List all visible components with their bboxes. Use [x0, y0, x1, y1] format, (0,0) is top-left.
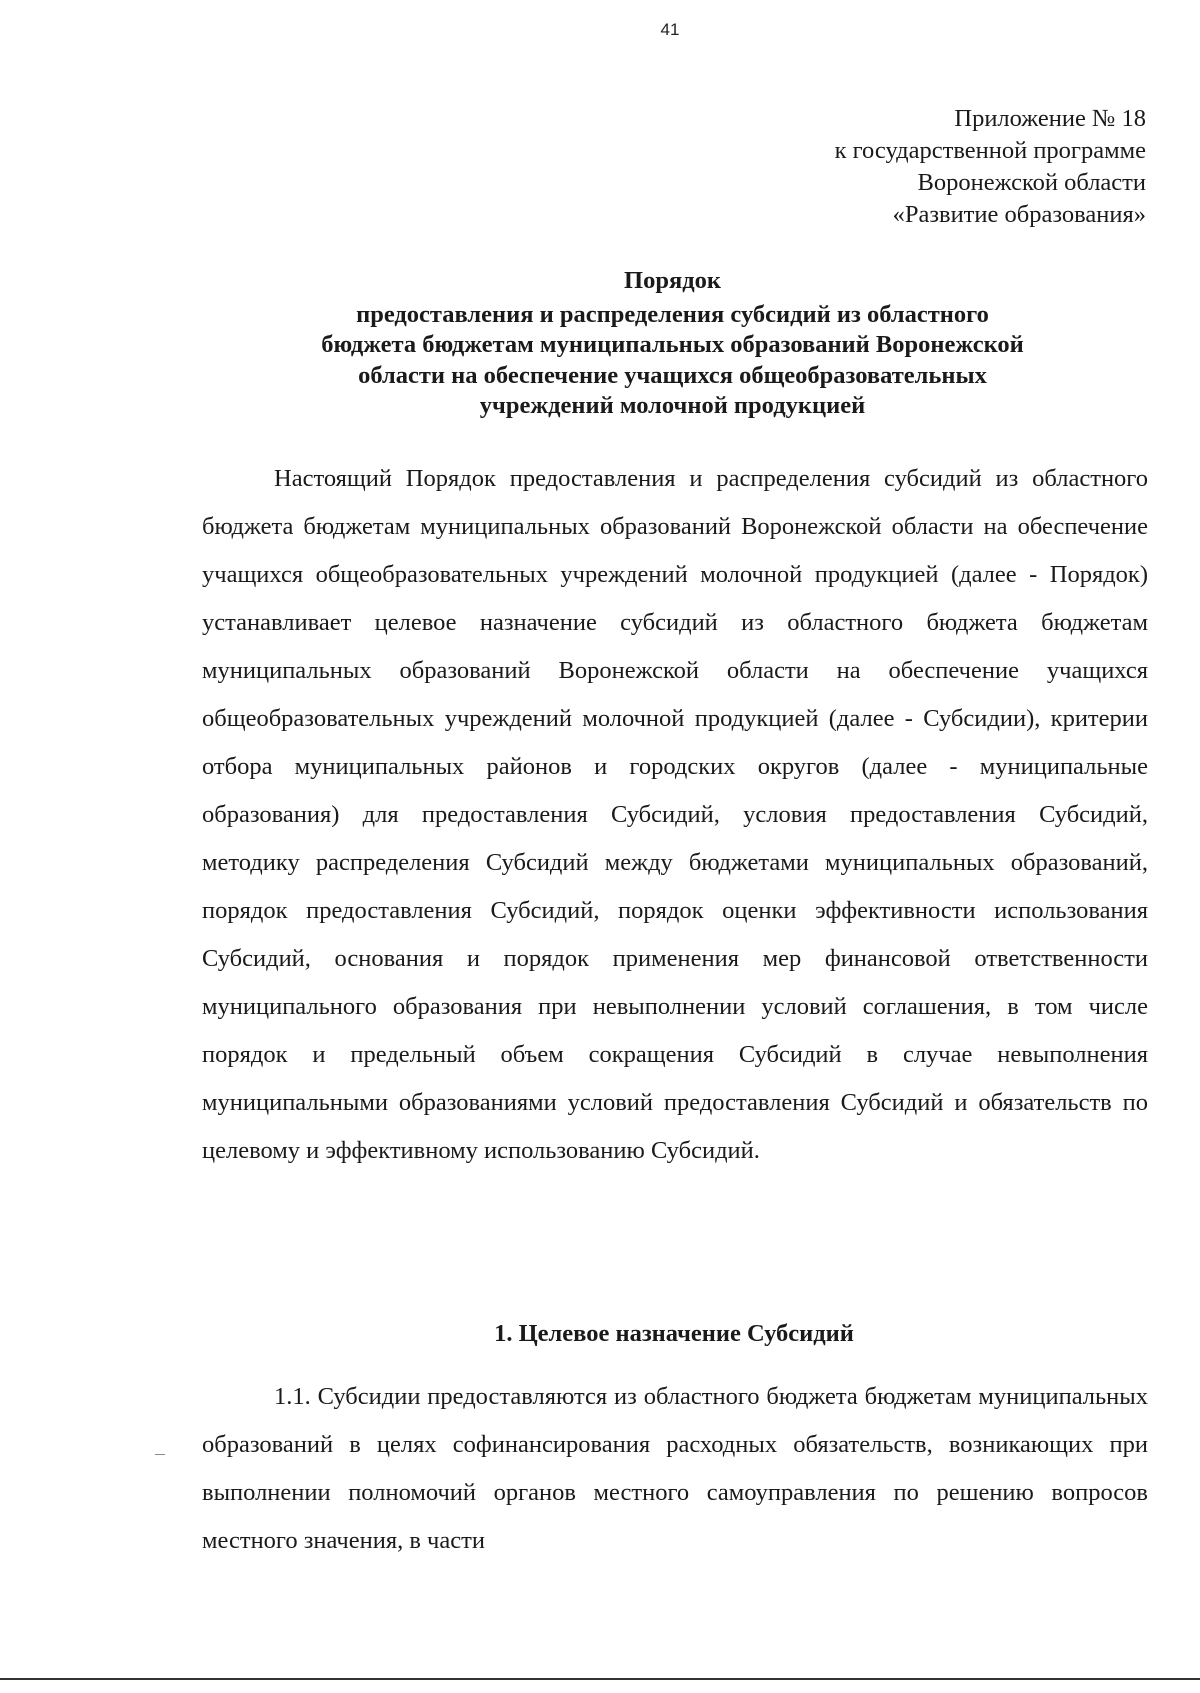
document-title-main: Порядок: [624, 267, 721, 294]
document-title-line: предоставления и распределения субсидий из областного: [356, 300, 989, 328]
page-number: 41: [660, 20, 680, 39]
margin-mark: [155, 1454, 165, 1455]
intro-paragraph: Настоящий Порядок предоставления и распределения субсидий из областного бюджета бюджетам муниципальных образований Воронежской области на обеспечение учащихся общеобразовательных учреждений молочной продукцией (далее - Порядок) устанавливает целевое назначение субсидий из областного бюджета бюджетам муниципальных образований Воронежской области на обеспечение учащихся общеобразовательных учреждений молочной продукцией (далее - Субсидии), критерии отбора муниципальных районов и городских округов (далее - муниципальные образования) для предоставления Субсидий, условия предоставления Субсидий, методику распределения Субсидий между бюджетами муниципальных образований, порядок предоставления Субсидий, порядок оценки эффективности использования Субсидий, основания и порядок применения мер финансовой ответственности муниципального образования при невыполнении условий соглашения, в том числе порядок и предельный объем сокращения Субсидий в случае невыполнения муниципальными образованиями условий предоставления Субсидий и обязательств по целевому и эффективному использованию Субсидий.: [202, 465, 1148, 1164]
page-bottom-rule: [0, 1678, 1200, 1680]
document-title-line: бюджета бюджетам муниципальных образований Воронежской: [321, 331, 1024, 358]
appendix-line-program-name: «Развитие образования»: [892, 201, 1146, 228]
section-1-heading: 1. Целевое назначение Субсидий: [494, 1320, 854, 1347]
appendix-line-number: Приложение № 18: [954, 105, 1146, 132]
paragraph-1-1: 1.1. Субсидии предоставляются из областного бюджета бюджетам муниципальных образований в целях софинансирования расходных обязательств, возникающих при выполнении полномочий органов местного самоуправления по решению вопросов местного значения, в части: [202, 1383, 1148, 1554]
appendix-line-region: Воронежской области: [917, 169, 1146, 196]
document-title-line: области на обеспечение учащихся общеобразовательных: [358, 361, 987, 389]
appendix-reference: [835, 103, 1146, 231]
document-title-line: учреждений молочной продукцией: [479, 392, 866, 419]
appendix-line-program: к государственной программе: [834, 137, 1146, 164]
document-title: [150, 266, 1195, 422]
